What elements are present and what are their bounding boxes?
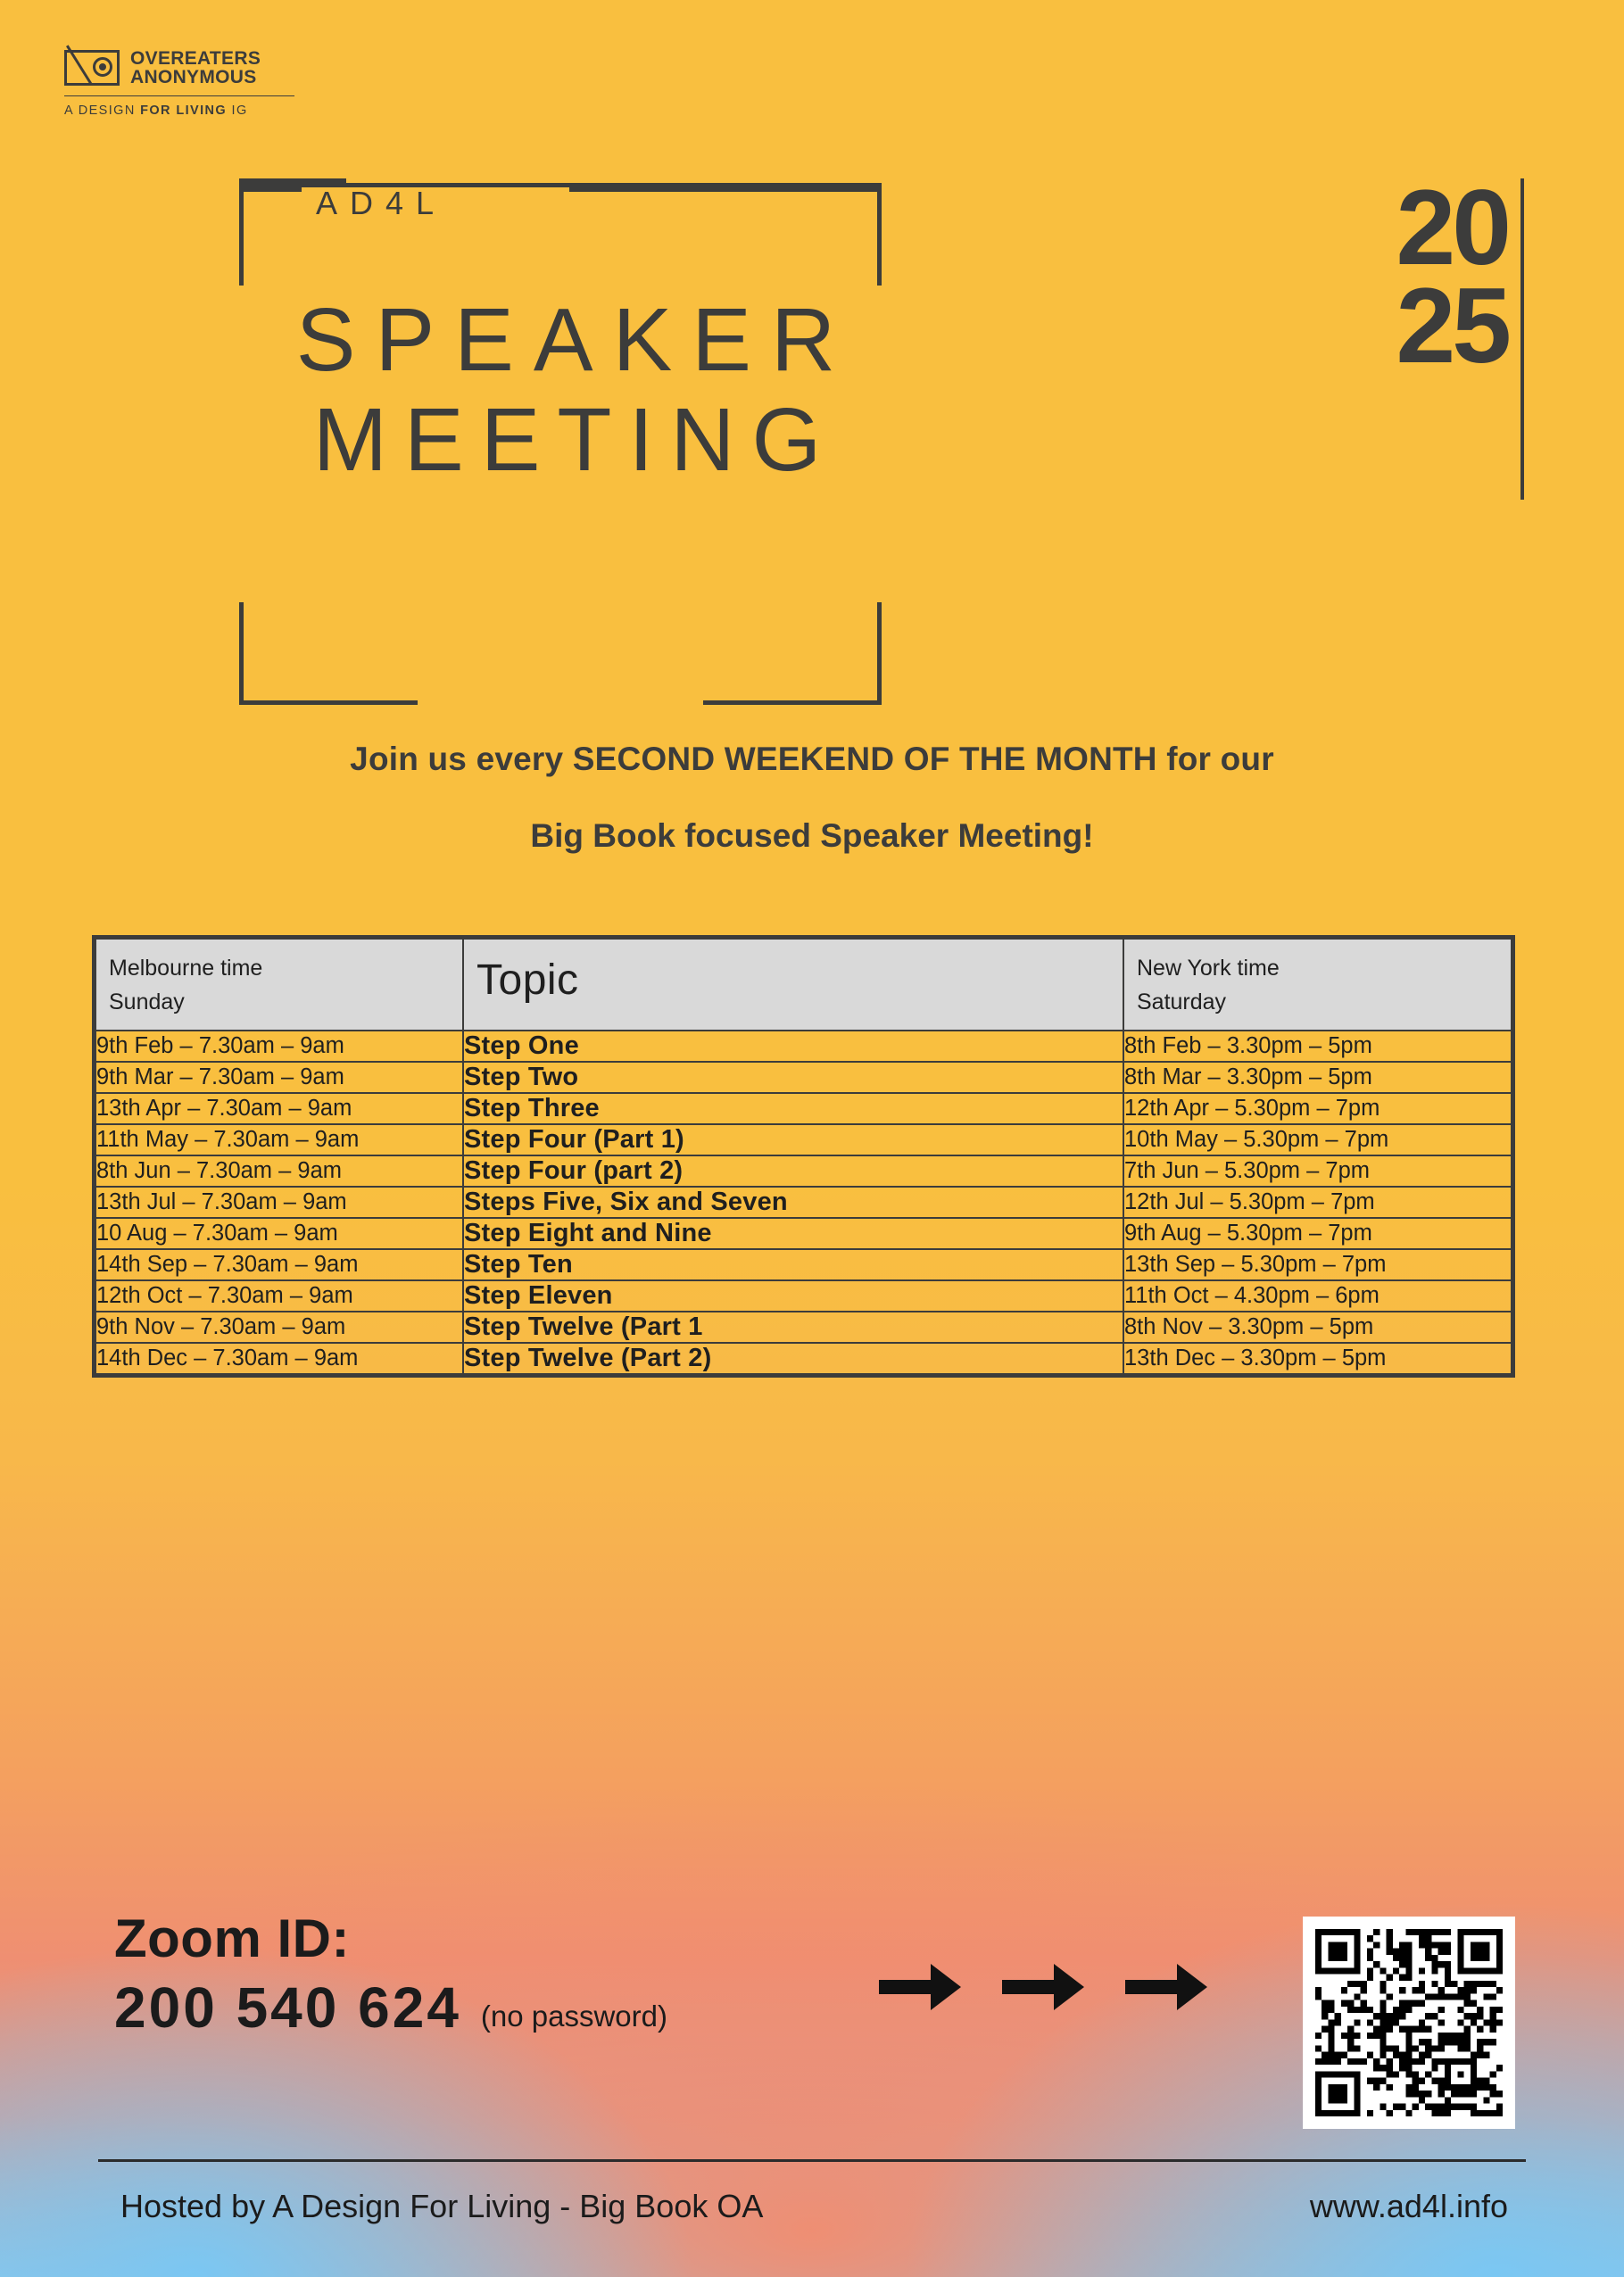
table-row xyxy=(95,1031,1512,1062)
cell-topic: Step Three xyxy=(463,1093,1123,1124)
cell-topic: Step One xyxy=(463,1031,1123,1062)
cell-newyork-time: 8th Feb – 3.30pm – 5pm xyxy=(1123,1031,1512,1062)
arrow-group xyxy=(879,1958,1211,2016)
header-topic-label: Topic xyxy=(476,956,579,1004)
table-row xyxy=(95,1312,1512,1343)
cell-newyork-time: 12th Jul – 5.30pm – 7pm xyxy=(1123,1187,1512,1218)
header-melbourne-time xyxy=(95,939,463,1031)
intro-line-2: Big Book focused Speaker Meeting! xyxy=(530,817,1094,854)
page-title xyxy=(214,290,937,490)
arrow-right-icon xyxy=(1125,1958,1211,2016)
cell-topic: Step Four (part 2) xyxy=(463,1155,1123,1187)
table-header-row xyxy=(95,939,1512,1031)
page-title-line-1: SPEAKER xyxy=(295,290,856,390)
cell-newyork-time: 8th Nov – 3.30pm – 5pm xyxy=(1123,1312,1512,1343)
cell-topic: Step Eight and Nine xyxy=(463,1218,1123,1249)
oa-logo xyxy=(64,49,332,118)
cell-melbourne-time: 9th Mar – 7.30am – 9am xyxy=(95,1062,463,1093)
logo-line-1: OVEREATERS xyxy=(130,48,261,69)
footer-website-url[interactable]: www.ad4l.info xyxy=(1309,2188,1508,2224)
cell-newyork-time: 10th May – 5.30pm – 7pm xyxy=(1123,1124,1512,1155)
qr-code[interactable] xyxy=(1303,1917,1515,2129)
logo-line-2: ANONYMOUS xyxy=(130,67,257,88)
cell-topic: Step Four (Part 1) xyxy=(463,1124,1123,1155)
kicker-ad4l: AD4L xyxy=(316,185,447,221)
table-row xyxy=(95,1343,1512,1374)
cell-newyork-time: 12th Apr – 5.30pm – 7pm xyxy=(1123,1093,1512,1124)
cell-melbourne-time: 11th May – 7.30am – 9am xyxy=(95,1124,463,1155)
schedule-body xyxy=(95,1031,1512,1374)
cell-melbourne-time: 13th Apr – 7.30am – 9am xyxy=(95,1093,463,1124)
cell-melbourne-time: 8th Jun – 7.30am – 9am xyxy=(95,1155,463,1187)
arrow-right-icon xyxy=(1002,1958,1088,2016)
cell-topic: Step Ten xyxy=(463,1249,1123,1280)
table-row xyxy=(95,1155,1512,1187)
arrow-right-icon xyxy=(879,1958,965,2016)
overeaters-anonymous-logo-icon xyxy=(64,50,120,86)
footer-host-text: Hosted by A Design For Living - Big Book OA xyxy=(120,2188,764,2224)
table-row xyxy=(95,1280,1512,1312)
cell-newyork-time: 13th Sep – 5.30pm – 7pm xyxy=(1123,1249,1512,1280)
cell-melbourne-time: 12th Oct – 7.30am – 9am xyxy=(95,1280,463,1312)
page-title-line-2: MEETING xyxy=(312,390,839,490)
intro-line-1: Join us every SECOND WEEKEND OF THE MONTH for our xyxy=(350,741,1274,777)
year-divider xyxy=(1520,178,1524,500)
table-row xyxy=(95,1218,1512,1249)
schedule-table xyxy=(92,935,1515,1378)
header-topic xyxy=(463,939,1123,1031)
year-badge xyxy=(1396,168,1508,386)
header-newyork-time xyxy=(1123,939,1512,1031)
cell-melbourne-time: 14th Dec – 7.30am – 9am xyxy=(95,1343,463,1374)
logo-tagline xyxy=(64,95,294,118)
cell-newyork-time: 13th Dec – 3.30pm – 5pm xyxy=(1123,1343,1512,1374)
zoom-password-note: (no password) xyxy=(480,2000,667,2033)
cell-topic: Step Twelve (Part 2) xyxy=(463,1343,1123,1374)
cell-topic: Step Two xyxy=(463,1062,1123,1093)
table-row xyxy=(95,1093,1512,1124)
cell-newyork-time: 8th Mar – 3.30pm – 5pm xyxy=(1123,1062,1512,1093)
table-row xyxy=(95,1062,1512,1093)
logo-tagline-post: IG xyxy=(227,103,248,118)
year-top: 20 xyxy=(1396,168,1508,287)
table-row xyxy=(95,1187,1512,1218)
cell-melbourne-time: 9th Nov – 7.30am – 9am xyxy=(95,1312,463,1343)
cell-newyork-time: 9th Aug – 5.30pm – 7pm xyxy=(1123,1218,1512,1249)
logo-tagline-pre: A DESIGN xyxy=(64,103,141,118)
cell-melbourne-time: 14th Sep – 7.30am – 9am xyxy=(95,1249,463,1280)
zoom-id-label: Zoom ID: xyxy=(114,1909,350,1968)
header-newyork-line-1: New York time xyxy=(1137,956,1280,981)
footer-divider xyxy=(98,2159,1526,2162)
logo-row xyxy=(64,49,332,87)
cell-melbourne-time: 9th Feb – 7.30am – 9am xyxy=(95,1031,463,1062)
cell-melbourne-time: 10 Aug – 7.30am – 9am xyxy=(95,1218,463,1249)
header-melbourne-line-1: Melbourne time xyxy=(109,956,263,981)
cell-newyork-time: 7th Jun – 5.30pm – 7pm xyxy=(1123,1155,1512,1187)
intro-text xyxy=(0,741,1624,855)
cell-topic: Steps Five, Six and Seven xyxy=(463,1187,1123,1218)
qr-code-icon xyxy=(1315,1929,1503,2116)
year-bottom: 25 xyxy=(1396,266,1508,386)
table-row xyxy=(95,1124,1512,1155)
logo-wordmark xyxy=(130,49,261,87)
header-newyork-line-2: Saturday xyxy=(1137,989,1227,1014)
table-row xyxy=(95,1249,1512,1280)
cell-topic: Step Eleven xyxy=(463,1280,1123,1312)
zoom-details xyxy=(114,1908,667,2041)
cell-newyork-time: 11th Oct – 4.30pm – 6pm xyxy=(1123,1280,1512,1312)
cell-melbourne-time: 13th Jul – 7.30am – 9am xyxy=(95,1187,463,1218)
cell-topic: Step Twelve (Part 1 xyxy=(463,1312,1123,1343)
header-melbourne-line-2: Sunday xyxy=(109,989,185,1014)
zoom-id-number: 200 540 624 xyxy=(114,1975,461,2040)
logo-tagline-bold: FOR LIVING xyxy=(140,103,228,118)
